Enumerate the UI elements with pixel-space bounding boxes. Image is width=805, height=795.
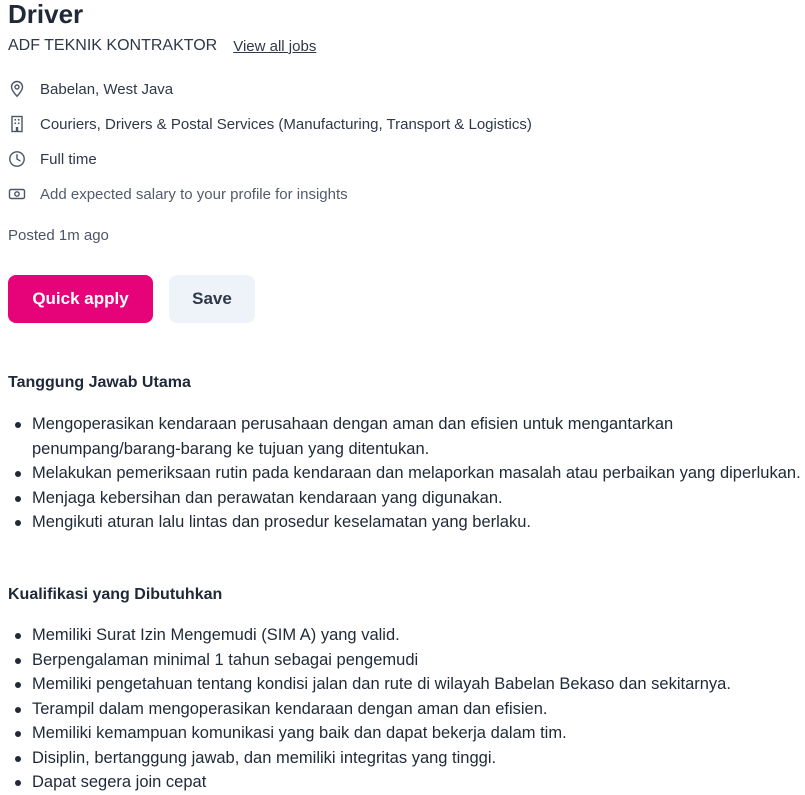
responsibilities-list — [8, 412, 805, 535]
money-icon — [8, 185, 26, 203]
qualifications-list — [8, 623, 805, 795]
salary-hint-text: Add expected salary to your profile for insights — [40, 185, 348, 203]
clock-icon — [8, 150, 26, 168]
list-item: Mengikuti aturan lalu lintas dan prosedur keselamatan yang berlaku. — [32, 510, 805, 535]
quick-apply-button[interactable]: Quick apply — [8, 275, 153, 323]
list-item: Dapat segera join cepat — [32, 770, 805, 795]
list-item: Berpengalaman minimal 1 tahun sebagai pengemudi — [32, 648, 805, 673]
list-item: Memiliki pengetahuan tentang kondisi jalan dan rute di wilayah Babelan Bekaso dan sekitarnya. — [32, 672, 805, 697]
list-item: Menjaga kebersihan dan perawatan kendaraan yang digunakan. — [32, 486, 805, 511]
save-button[interactable]: Save — [169, 275, 255, 323]
list-item: Memiliki kemampuan komunikasi yang baik dan dapat bekerja dalam tim. — [32, 721, 805, 746]
job-location — [8, 79, 173, 99]
location-text: Babelan, West Java — [40, 80, 174, 98]
list-item: Disiplin, bertanggung jawab, dan memiliki integritas yang tinggi. — [32, 746, 805, 771]
work-type-text: Full time — [40, 150, 97, 168]
category-text: Couriers, Drivers & Postal Services (Manufacturing, Transport & Logistics) — [40, 115, 532, 133]
company-name: ADF TEKNIK KONTRAKTOR — [8, 37, 218, 54]
building-icon — [8, 115, 26, 133]
list-item: Terampil dalam mengoperasikan kendaraan dengan aman dan efisien. — [32, 697, 805, 722]
job-salary — [8, 184, 348, 204]
location-pin-icon — [8, 80, 26, 98]
view-all-jobs-link[interactable]: View all jobs — [233, 37, 317, 55]
company-row — [8, 36, 316, 56]
list-item: Mengoperasikan kendaraan perusahaan dengan aman dan efisien untuk mengantarkan penumpang/barang-barang ke tujuan yang ditentukan. — [32, 412, 805, 461]
list-item: Memiliki Surat Izin Mengemudi (SIM A) yang valid. — [32, 623, 805, 648]
job-work-type — [8, 149, 97, 169]
responsibilities-heading: Tanggung Jawab Utama — [8, 374, 191, 391]
list-item: Melakukan pemeriksaan rutin pada kendaraan dan melaporkan masalah atau perbaikan yang diperlukan. — [32, 461, 805, 486]
qualifications-heading: Kualifikasi yang Dibutuhkan — [8, 586, 223, 603]
job-category — [8, 114, 532, 134]
job-title: Driver — [8, 0, 84, 29]
posted-time: Posted 1m ago — [8, 227, 109, 244]
